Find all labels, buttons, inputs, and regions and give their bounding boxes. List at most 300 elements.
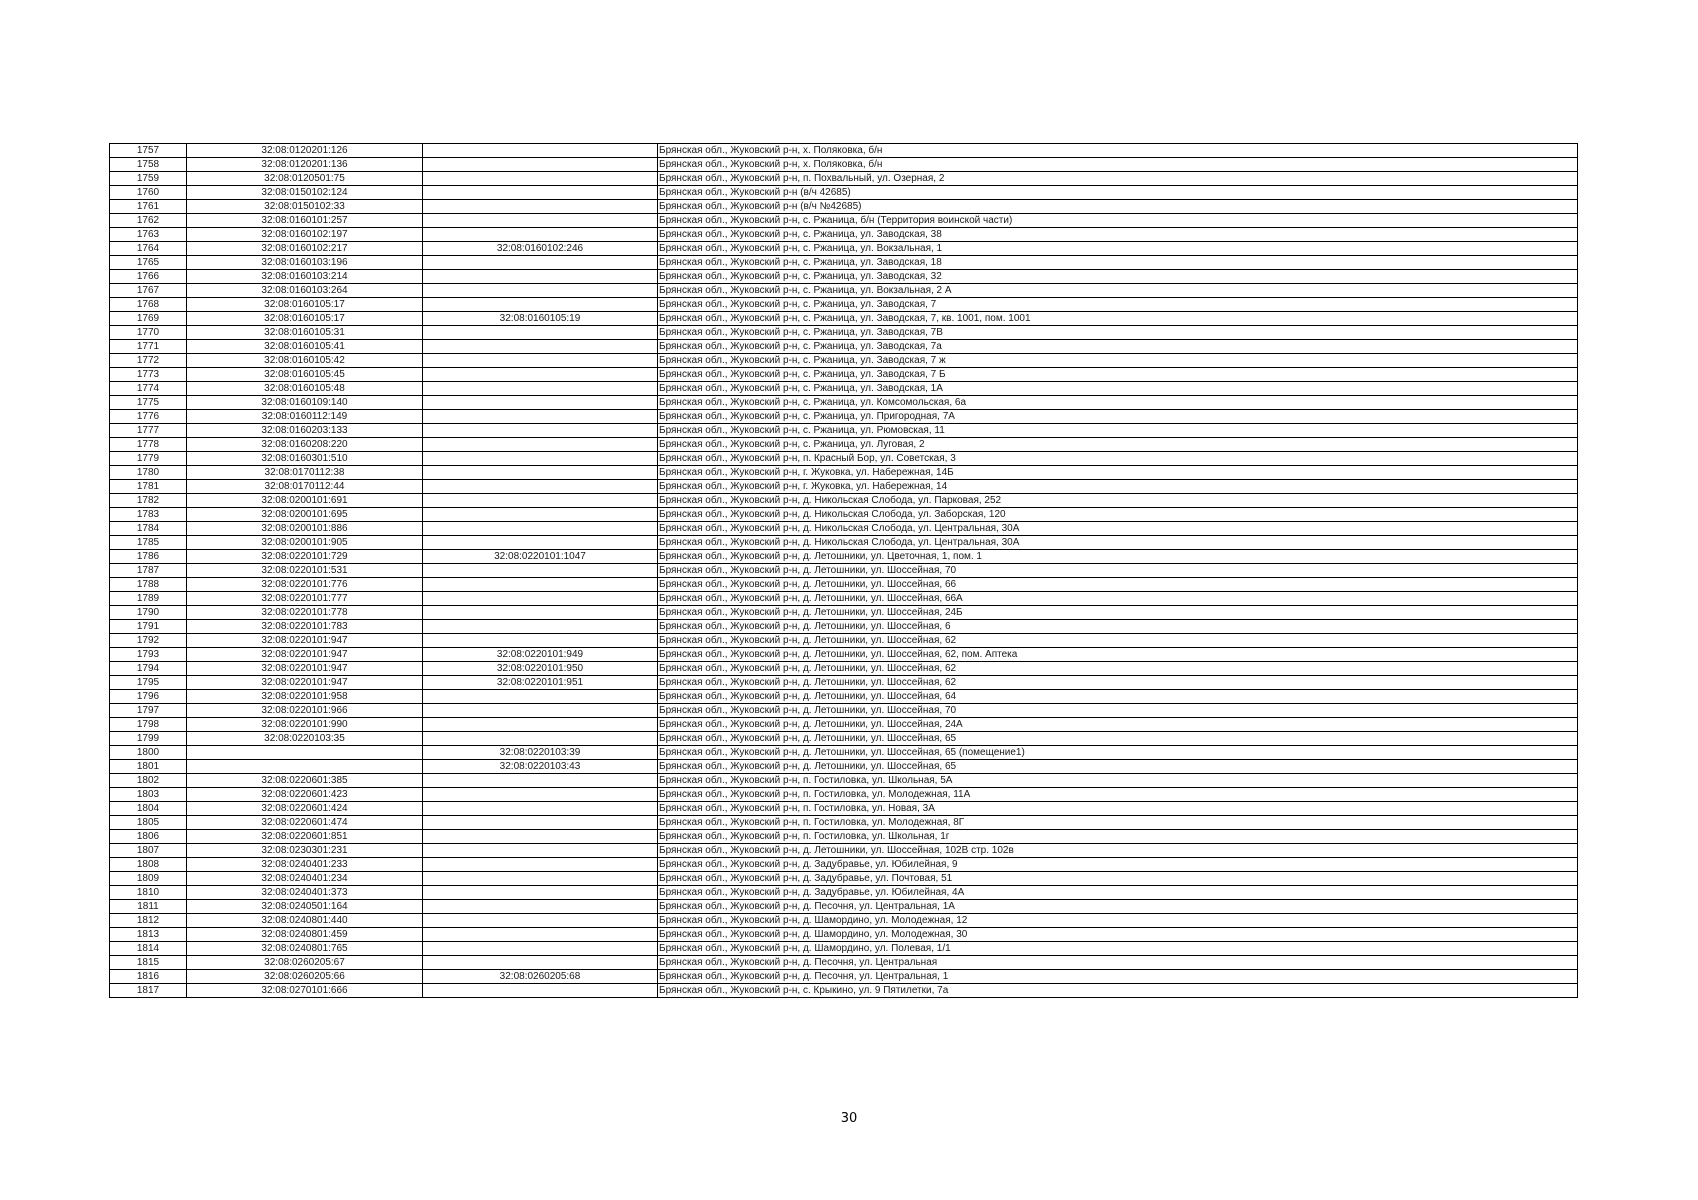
table-row: [110, 942, 1578, 956]
table-row: [110, 354, 1578, 368]
premises-number-cell: [423, 956, 658, 970]
address-cell: Брянская обл., Жуковский р-н, п. Гостиловка, ул. Школьная, 5А: [658, 774, 1578, 788]
address-cell: Брянская обл., Жуковский р-н, д. Летошники, ул. Шоссейная, 65: [658, 732, 1578, 746]
premises-number-cell: [423, 480, 658, 494]
premises-number-cell: [423, 914, 658, 928]
cadastral-number-cell: 32:08:0220101:783: [187, 620, 423, 634]
cadastral-number-cell: 32:08:0220101:966: [187, 704, 423, 718]
cadastral-number-cell: 32:08:0160301:510: [187, 452, 423, 466]
premises-number-cell: 32:08:0160102:246: [423, 242, 658, 256]
row-number-cell: 1811: [110, 900, 187, 914]
premises-number-cell: [423, 424, 658, 438]
address-cell: Брянская обл., Жуковский р-н, д. Летошники, ул. Шоссейная, 102В стр. 102в: [658, 844, 1578, 858]
premises-number-cell: [423, 396, 658, 410]
table-row: [110, 886, 1578, 900]
table-row: [110, 956, 1578, 970]
cadastral-number-cell: 32:08:0220601:851: [187, 830, 423, 844]
table-row: [110, 256, 1578, 270]
premises-number-cell: [423, 256, 658, 270]
cadastral-number-cell: 32:08:0160112:149: [187, 410, 423, 424]
cadastral-number-cell: 32:08:0220101:947: [187, 634, 423, 648]
address-cell: Брянская обл., Жуковский р-н, д. Летошники, ул. Шоссейная, 66: [658, 578, 1578, 592]
premises-number-cell: [423, 522, 658, 536]
row-number-cell: 1810: [110, 886, 187, 900]
table-row: [110, 326, 1578, 340]
cadastral-number-cell: 32:08:0200101:691: [187, 494, 423, 508]
table-row: [110, 312, 1578, 326]
address-cell: Брянская обл., Жуковский р-н, д. Летошники, ул. Шоссейная, 62: [658, 676, 1578, 690]
premises-number-cell: [423, 326, 658, 340]
premises-number-cell: 32:08:0260205:68: [423, 970, 658, 984]
table-row: [110, 424, 1578, 438]
table-row: [110, 984, 1578, 998]
row-number-cell: 1790: [110, 606, 187, 620]
page-number: 30: [840, 1111, 858, 1126]
row-number-cell: 1771: [110, 340, 187, 354]
address-cell: Брянская обл., Жуковский р-н, г. Жуковка, ул. Набережная, 14Б: [658, 466, 1578, 480]
address-cell: Брянская обл., Жуковский р-н, с. Ржаница, ул. Пригородная, 7А: [658, 410, 1578, 424]
row-number-cell: 1770: [110, 326, 187, 340]
premises-number-cell: 32:08:0220101:951: [423, 676, 658, 690]
premises-number-cell: [423, 704, 658, 718]
premises-number-cell: [423, 214, 658, 228]
premises-number-cell: [423, 368, 658, 382]
cadastral-number-cell: 32:08:0160102:217: [187, 242, 423, 256]
address-cell: Брянская обл., Жуковский р-н, с. Ржаница, ул. Вокзальная, 2 А: [658, 284, 1578, 298]
registry-table-body: [110, 144, 1578, 998]
cadastral-number-cell: 32:08:0160105:48: [187, 382, 423, 396]
row-number-cell: 1758: [110, 158, 187, 172]
address-cell: Брянская обл., Жуковский р-н, с. Ржаница, ул. Заводская, 1А: [658, 382, 1578, 396]
address-cell: Брянская обл., Жуковский р-н, д. Летошники, ул. Шоссейная, 62: [658, 662, 1578, 676]
cadastral-number-cell: 32:08:0240401:373: [187, 886, 423, 900]
row-number-cell: 1813: [110, 928, 187, 942]
premises-number-cell: [423, 228, 658, 242]
row-number-cell: 1814: [110, 942, 187, 956]
row-number-cell: 1786: [110, 550, 187, 564]
table-row: [110, 606, 1578, 620]
premises-number-cell: [423, 886, 658, 900]
row-number-cell: 1795: [110, 676, 187, 690]
cadastral-number-cell: 32:08:0270101:666: [187, 984, 423, 998]
row-number-cell: 1787: [110, 564, 187, 578]
premises-number-cell: 32:08:0220103:43: [423, 760, 658, 774]
row-number-cell: 1780: [110, 466, 187, 480]
row-number-cell: 1768: [110, 298, 187, 312]
row-number-cell: 1799: [110, 732, 187, 746]
premises-number-cell: [423, 564, 658, 578]
table-row: [110, 858, 1578, 872]
premises-number-cell: [423, 186, 658, 200]
premises-number-cell: [423, 536, 658, 550]
address-cell: Брянская обл., Жуковский р-н, д. Летошники, ул. Шоссейная, 64: [658, 690, 1578, 704]
row-number-cell: 1775: [110, 396, 187, 410]
row-number-cell: 1789: [110, 592, 187, 606]
table-row: [110, 676, 1578, 690]
table-row: [110, 802, 1578, 816]
row-number-cell: 1797: [110, 704, 187, 718]
cadastral-number-cell: 32:08:0160102:197: [187, 228, 423, 242]
cadastral-number-cell: 32:08:0160208:220: [187, 438, 423, 452]
address-cell: Брянская обл., Жуковский р-н, с. Ржаница, ул. Луговая, 2: [658, 438, 1578, 452]
premises-number-cell: [423, 158, 658, 172]
address-cell: Брянская обл., Жуковский р-н, д. Никольская Слобода, ул. Заборская, 120: [658, 508, 1578, 522]
row-number-cell: 1772: [110, 354, 187, 368]
row-number-cell: 1764: [110, 242, 187, 256]
premises-number-cell: [423, 508, 658, 522]
premises-number-cell: [423, 438, 658, 452]
address-cell: Брянская обл., Жуковский р-н, п. Гостиловка, ул. Молодежная, 11А: [658, 788, 1578, 802]
table-row: [110, 662, 1578, 676]
row-number-cell: 1801: [110, 760, 187, 774]
cadastral-number-cell: 32:08:0160105:17: [187, 312, 423, 326]
row-number-cell: 1785: [110, 536, 187, 550]
premises-number-cell: 32:08:0220103:39: [423, 746, 658, 760]
table-row: [110, 172, 1578, 186]
table-row: [110, 564, 1578, 578]
row-number-cell: 1769: [110, 312, 187, 326]
cadastral-number-cell: 32:08:0160105:41: [187, 340, 423, 354]
address-cell: Брянская обл., Жуковский р-н, с. Ржаница, ул. Заводская, 7В: [658, 326, 1578, 340]
cadastral-number-cell: 32:08:0200101:886: [187, 522, 423, 536]
cadastral-number-cell: 32:08:0170112:44: [187, 480, 423, 494]
address-cell: Брянская обл., Жуковский р-н, д. Шамордино, ул. Молодежная, 30: [658, 928, 1578, 942]
cadastral-number-cell: 32:08:0150102:124: [187, 186, 423, 200]
address-cell: Брянская обл., Жуковский р-н, д. Летошники, ул. Цветочная, 1, пом. 1: [658, 550, 1578, 564]
address-cell: Брянская обл., Жуковский р-н, с. Ржаница, ул. Заводская, 7: [658, 298, 1578, 312]
address-cell: Брянская обл., Жуковский р-н, с. Ржаница, ул. Рюмовская, 11: [658, 424, 1578, 438]
table-row: [110, 830, 1578, 844]
table-row: [110, 816, 1578, 830]
row-number-cell: 1815: [110, 956, 187, 970]
row-number-cell: 1806: [110, 830, 187, 844]
row-number-cell: 1809: [110, 872, 187, 886]
cadastral-number-cell: 32:08:0220101:729: [187, 550, 423, 564]
row-number-cell: 1796: [110, 690, 187, 704]
row-number-cell: 1816: [110, 970, 187, 984]
row-number-cell: 1761: [110, 200, 187, 214]
table-row: [110, 718, 1578, 732]
table-row: [110, 144, 1578, 158]
cadastral-number-cell: 32:08:0220101:947: [187, 648, 423, 662]
row-number-cell: 1802: [110, 774, 187, 788]
table-row: [110, 536, 1578, 550]
table-row: [110, 480, 1578, 494]
table-row: [110, 200, 1578, 214]
table-row: [110, 298, 1578, 312]
premises-number-cell: [423, 858, 658, 872]
row-number-cell: 1779: [110, 452, 187, 466]
address-cell: Брянская обл., Жуковский р-н, д. Шамордино, ул. Молодежная, 12: [658, 914, 1578, 928]
registry-table: [109, 143, 1578, 998]
row-number-cell: 1762: [110, 214, 187, 228]
cadastral-number-cell: [187, 760, 423, 774]
table-row: [110, 214, 1578, 228]
table-row: [110, 592, 1578, 606]
cadastral-number-cell: 32:08:0160103:196: [187, 256, 423, 270]
table-row: [110, 158, 1578, 172]
premises-number-cell: [423, 200, 658, 214]
address-cell: Брянская обл., Жуковский р-н, д. Шамордино, ул. Полевая, 1/1: [658, 942, 1578, 956]
address-cell: Брянская обл., Жуковский р-н, с. Ржаница, ул. Комсомольская, 6а: [658, 396, 1578, 410]
address-cell: Брянская обл., Жуковский р-н, д. Задубравье, ул. Юбилейная, 4А: [658, 886, 1578, 900]
table-row: [110, 928, 1578, 942]
cadastral-number-cell: 32:08:0220101:990: [187, 718, 423, 732]
cadastral-number-cell: 32:08:0160103:264: [187, 284, 423, 298]
premises-number-cell: [423, 284, 658, 298]
address-cell: Брянская обл., Жуковский р-н, д. Песочня, ул. Центральная, 1А: [658, 900, 1578, 914]
table-row: [110, 368, 1578, 382]
cadastral-number-cell: 32:08:0160105:42: [187, 354, 423, 368]
row-number-cell: 1767: [110, 284, 187, 298]
premises-number-cell: [423, 270, 658, 284]
address-cell: Брянская обл., Жуковский р-н, п. Гостиловка, ул. Молодежная, 8Г: [658, 816, 1578, 830]
premises-number-cell: 32:08:0220101:1047: [423, 550, 658, 564]
cadastral-number-cell: 32:08:0160105:45: [187, 368, 423, 382]
address-cell: Брянская обл., Жуковский р-н, х. Поляковка, б/н: [658, 158, 1578, 172]
cadastral-number-cell: 32:08:0220101:947: [187, 676, 423, 690]
table-row: [110, 494, 1578, 508]
table-row: [110, 578, 1578, 592]
cadastral-number-cell: 32:08:0220101:958: [187, 690, 423, 704]
premises-number-cell: [423, 452, 658, 466]
row-number-cell: 1788: [110, 578, 187, 592]
cadastral-number-cell: 32:08:0240801:459: [187, 928, 423, 942]
premises-number-cell: [423, 466, 658, 480]
premises-number-cell: 32:08:0220101:949: [423, 648, 658, 662]
row-number-cell: 1804: [110, 802, 187, 816]
address-cell: Брянская обл., Жуковский р-н, д. Летошники, ул. Шоссейная, 66А: [658, 592, 1578, 606]
address-cell: Брянская обл., Жуковский р-н, с. Ржаница, ул. Заводская, 38: [658, 228, 1578, 242]
table-row: [110, 620, 1578, 634]
premises-number-cell: [423, 410, 658, 424]
row-number-cell: 1776: [110, 410, 187, 424]
table-row: [110, 550, 1578, 564]
cadastral-number-cell: 32:08:0160109:140: [187, 396, 423, 410]
address-cell: Брянская обл., Жуковский р-н, д. Летошники, ул. Шоссейная, 65 (помещение1): [658, 746, 1578, 760]
row-number-cell: 1757: [110, 144, 187, 158]
premises-number-cell: [423, 830, 658, 844]
premises-number-cell: [423, 844, 658, 858]
table-row: [110, 746, 1578, 760]
cadastral-number-cell: [187, 746, 423, 760]
premises-number-cell: [423, 816, 658, 830]
address-cell: Брянская обл., Жуковский р-н, с. Крыкино, ул. 9 Пятилетки, 7а: [658, 984, 1578, 998]
cadastral-number-cell: 32:08:0170112:38: [187, 466, 423, 480]
row-number-cell: 1760: [110, 186, 187, 200]
address-cell: Брянская обл., Жуковский р-н, п. Похвальный, ул. Озерная, 2: [658, 172, 1578, 186]
address-cell: Брянская обл., Жуковский р-н, д. Летошники, ул. Шоссейная, 24А: [658, 718, 1578, 732]
table-row: [110, 466, 1578, 480]
cadastral-number-cell: 32:08:0160105:31: [187, 326, 423, 340]
premises-number-cell: [423, 732, 658, 746]
row-number-cell: 1774: [110, 382, 187, 396]
cadastral-number-cell: 32:08:0260205:66: [187, 970, 423, 984]
address-cell: Брянская обл., Жуковский р-н, с. Ржаница, б/н (Территория воинской части): [658, 214, 1578, 228]
premises-number-cell: [423, 690, 658, 704]
table-row: [110, 844, 1578, 858]
premises-number-cell: 32:08:0220101:950: [423, 662, 658, 676]
address-cell: Брянская обл., Жуковский р-н, д. Летошники, ул. Шоссейная, 62, пом. Аптека: [658, 648, 1578, 662]
row-number-cell: 1803: [110, 788, 187, 802]
table-row: [110, 788, 1578, 802]
table-row: [110, 340, 1578, 354]
premises-number-cell: [423, 928, 658, 942]
table-row: [110, 438, 1578, 452]
premises-number-cell: [423, 774, 658, 788]
cadastral-number-cell: 32:08:0240801:765: [187, 942, 423, 956]
address-cell: Брянская обл., Жуковский р-н, д. Летошники, ул. Шоссейная, 65: [658, 760, 1578, 774]
address-cell: Брянская обл., Жуковский р-н, д. Летошники, ул. Шоссейная, 70: [658, 564, 1578, 578]
premises-number-cell: [423, 578, 658, 592]
row-number-cell: 1808: [110, 858, 187, 872]
address-cell: Брянская обл., Жуковский р-н, с. Ржаница, ул. Заводская, 18: [658, 256, 1578, 270]
table-row: [110, 690, 1578, 704]
premises-number-cell: [423, 718, 658, 732]
row-number-cell: 1812: [110, 914, 187, 928]
table-row: [110, 872, 1578, 886]
table-row: [110, 648, 1578, 662]
address-cell: Брянская обл., Жуковский р-н, д. Летошники, ул. Шоссейная, 70: [658, 704, 1578, 718]
row-number-cell: 1782: [110, 494, 187, 508]
table-row: [110, 970, 1578, 984]
address-cell: Брянская обл., Жуковский р-н, д. Песочня, ул. Центральная, 1: [658, 970, 1578, 984]
cadastral-number-cell: 32:08:0120501:75: [187, 172, 423, 186]
row-number-cell: 1794: [110, 662, 187, 676]
row-number-cell: 1759: [110, 172, 187, 186]
cadastral-number-cell: 32:08:0240801:440: [187, 914, 423, 928]
row-number-cell: 1800: [110, 746, 187, 760]
table-row: [110, 270, 1578, 284]
cadastral-number-cell: 32:08:0160103:214: [187, 270, 423, 284]
address-cell: Брянская обл., Жуковский р-н, д. Летошники, ул. Шоссейная, 62: [658, 634, 1578, 648]
table-row: [110, 774, 1578, 788]
table-row: [110, 732, 1578, 746]
row-number-cell: 1784: [110, 522, 187, 536]
cadastral-number-cell: 32:08:0230301:231: [187, 844, 423, 858]
cadastral-number-cell: 32:08:0260205:67: [187, 956, 423, 970]
address-cell: Брянская обл., Жуковский р-н, п. Гостиловка, ул. Новая, 3А: [658, 802, 1578, 816]
cadastral-number-cell: 32:08:0200101:695: [187, 508, 423, 522]
table-row: [110, 508, 1578, 522]
cadastral-number-cell: 32:08:0120201:136: [187, 158, 423, 172]
address-cell: Брянская обл., Жуковский р-н, с. Ржаница, ул. Заводская, 7а: [658, 340, 1578, 354]
row-number-cell: 1777: [110, 424, 187, 438]
address-cell: Брянская обл., Жуковский р-н, с. Ржаница, ул. Вокзальная, 1: [658, 242, 1578, 256]
row-number-cell: 1765: [110, 256, 187, 270]
address-cell: Брянская обл., Жуковский р-н, с. Ржаница, ул. Заводская, 7 ж: [658, 354, 1578, 368]
table-row: [110, 704, 1578, 718]
table-row: [110, 452, 1578, 466]
row-number-cell: 1781: [110, 480, 187, 494]
table-row: [110, 634, 1578, 648]
premises-number-cell: 32:08:0160105:19: [423, 312, 658, 326]
address-cell: Брянская обл., Жуковский р-н, п. Красный Бор, ул. Советская, 3: [658, 452, 1578, 466]
cadastral-number-cell: 32:08:0220101:531: [187, 564, 423, 578]
table-row: [110, 186, 1578, 200]
premises-number-cell: [423, 942, 658, 956]
address-cell: Брянская обл., Жуковский р-н, д. Задубравье, ул. Почтовая, 51: [658, 872, 1578, 886]
premises-number-cell: [423, 620, 658, 634]
cadastral-number-cell: 32:08:0220601:385: [187, 774, 423, 788]
address-cell: Брянская обл., Жуковский р-н, д. Никольская Слобода, ул. Центральная, 30А: [658, 522, 1578, 536]
row-number-cell: 1798: [110, 718, 187, 732]
address-cell: Брянская обл., Жуковский р-н, х. Поляковка, б/н: [658, 144, 1578, 158]
premises-number-cell: [423, 592, 658, 606]
address-cell: Брянская обл., Жуковский р-н, с. Ржаница, ул. Заводская, 32: [658, 270, 1578, 284]
premises-number-cell: [423, 298, 658, 312]
address-cell: Брянская обл., Жуковский р-н, д. Летошники, ул. Шоссейная, 6: [658, 620, 1578, 634]
address-cell: Брянская обл., Жуковский р-н, п. Гостиловка, ул. Школьная, 1г: [658, 830, 1578, 844]
cadastral-number-cell: 32:08:0220601:423: [187, 788, 423, 802]
row-number-cell: 1778: [110, 438, 187, 452]
premises-number-cell: [423, 900, 658, 914]
premises-number-cell: [423, 354, 658, 368]
cadastral-number-cell: 32:08:0240501:164: [187, 900, 423, 914]
premises-number-cell: [423, 802, 658, 816]
table-row: [110, 228, 1578, 242]
premises-number-cell: [423, 144, 658, 158]
table-row: [110, 760, 1578, 774]
address-cell: Брянская обл., Жуковский р-н, д. Задубравье, ул. Юбилейная, 9: [658, 858, 1578, 872]
premises-number-cell: [423, 172, 658, 186]
row-number-cell: 1766: [110, 270, 187, 284]
address-cell: Брянская обл., Жуковский р-н, г. Жуковка, ул. Набережная, 14: [658, 480, 1578, 494]
address-cell: Брянская обл., Жуковский р-н, д. Песочня, ул. Центральная: [658, 956, 1578, 970]
cadastral-number-cell: 32:08:0240401:234: [187, 872, 423, 886]
address-cell: Брянская обл., Жуковский р-н (в/ч 42685): [658, 186, 1578, 200]
row-number-cell: 1783: [110, 508, 187, 522]
row-number-cell: 1763: [110, 228, 187, 242]
table-row: [110, 382, 1578, 396]
table-row: [110, 242, 1578, 256]
cadastral-number-cell: 32:08:0160203:133: [187, 424, 423, 438]
cadastral-number-cell: 32:08:0150102:33: [187, 200, 423, 214]
table-row: [110, 410, 1578, 424]
address-cell: Брянская обл., Жуковский р-н, с. Ржаница, ул. Заводская, 7 Б: [658, 368, 1578, 382]
premises-number-cell: [423, 788, 658, 802]
cadastral-number-cell: 32:08:0160105:17: [187, 298, 423, 312]
row-number-cell: 1807: [110, 844, 187, 858]
address-cell: Брянская обл., Жуковский р-н, д. Никольская Слобода, ул. Центральная, 30А: [658, 536, 1578, 550]
premises-number-cell: [423, 494, 658, 508]
cadastral-number-cell: 32:08:0220601:424: [187, 802, 423, 816]
premises-number-cell: [423, 340, 658, 354]
cadastral-number-cell: 32:08:0220101:947: [187, 662, 423, 676]
cadastral-number-cell: 32:08:0220601:474: [187, 816, 423, 830]
premises-number-cell: [423, 872, 658, 886]
premises-number-cell: [423, 382, 658, 396]
address-cell: Брянская обл., Жуковский р-н, д. Летошники, ул. Шоссейная, 24Б: [658, 606, 1578, 620]
row-number-cell: 1793: [110, 648, 187, 662]
table-row: [110, 900, 1578, 914]
cadastral-number-cell: 32:08:0240401:233: [187, 858, 423, 872]
premises-number-cell: [423, 634, 658, 648]
row-number-cell: 1773: [110, 368, 187, 382]
cadastral-number-cell: 32:08:0220101:778: [187, 606, 423, 620]
cadastral-number-cell: 32:08:0220103:35: [187, 732, 423, 746]
row-number-cell: 1805: [110, 816, 187, 830]
table-row: [110, 396, 1578, 410]
premises-number-cell: [423, 606, 658, 620]
row-number-cell: 1817: [110, 984, 187, 998]
cadastral-number-cell: 32:08:0200101:905: [187, 536, 423, 550]
cadastral-number-cell: 32:08:0220101:777: [187, 592, 423, 606]
address-cell: Брянская обл., Жуковский р-н, д. Никольская Слобода, ул. Парковая, 252: [658, 494, 1578, 508]
cadastral-number-cell: 32:08:0120201:126: [187, 144, 423, 158]
address-cell: Брянская обл., Жуковский р-н, с. Ржаница, ул. Заводская, 7, кв. 1001, пом. 1001: [658, 312, 1578, 326]
address-cell: Брянская обл., Жуковский р-н (в/ч №42685): [658, 200, 1578, 214]
